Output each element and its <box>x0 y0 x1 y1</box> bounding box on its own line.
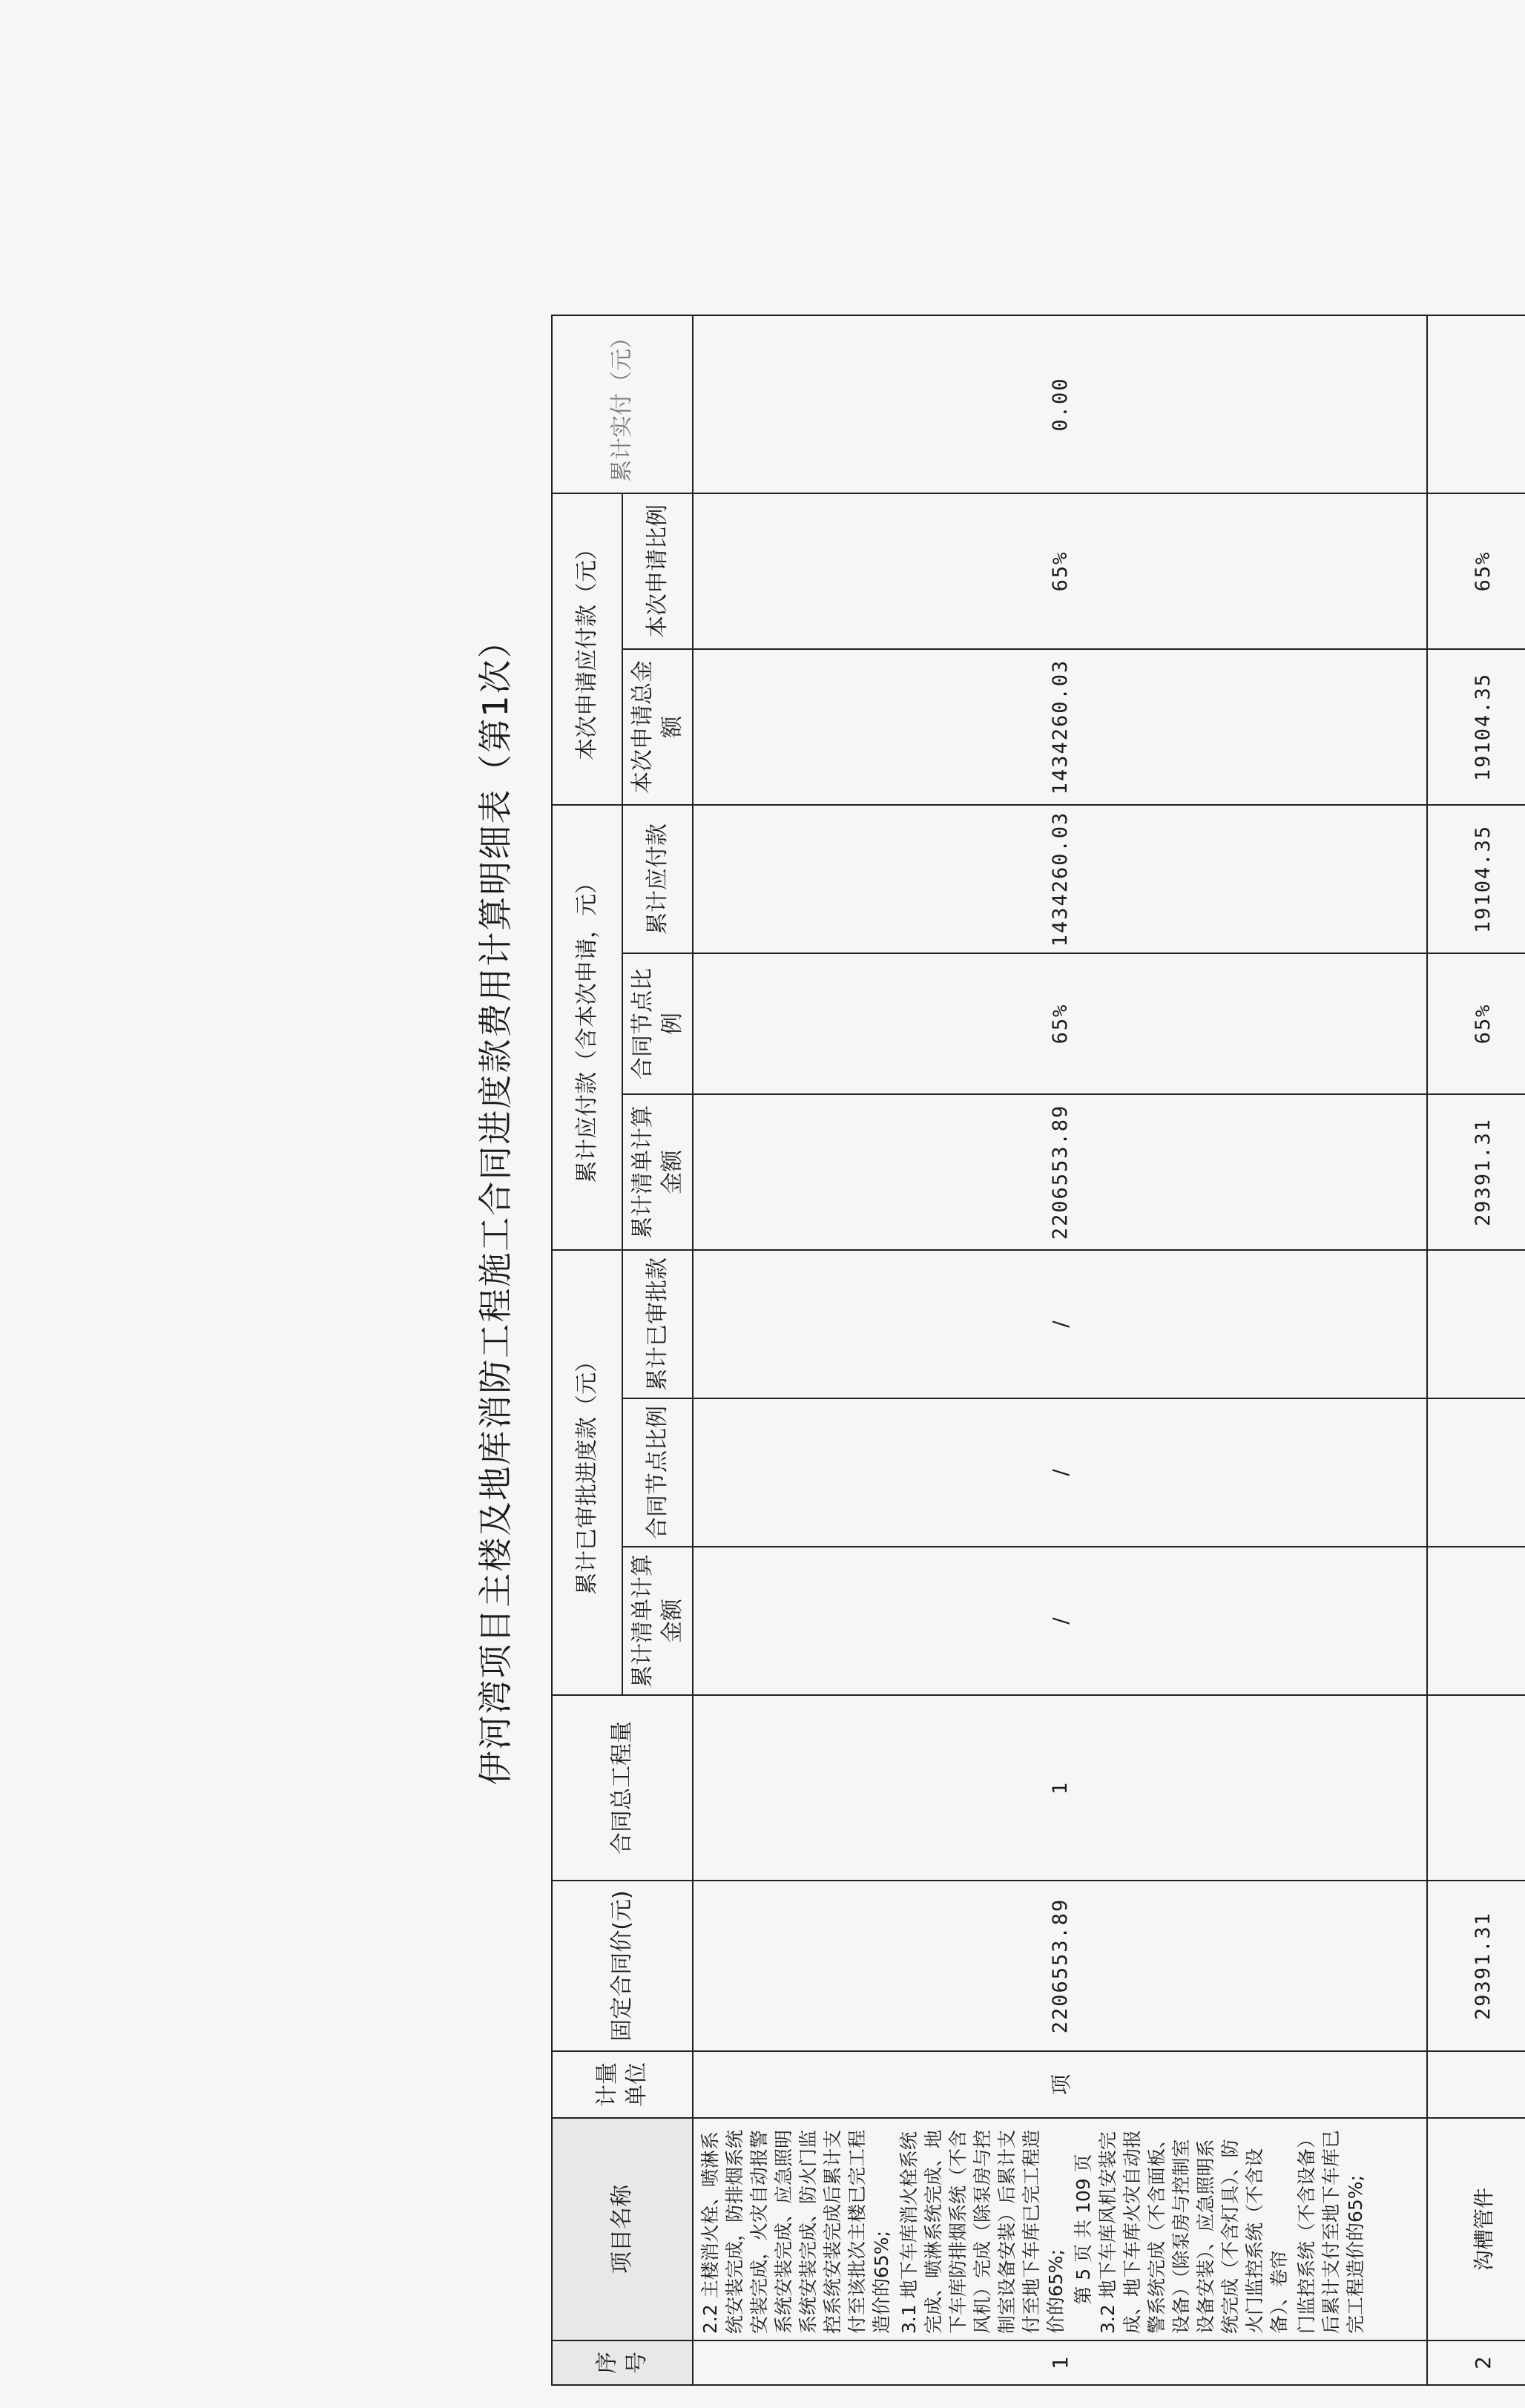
header-name: 项目名称 <box>552 2118 693 2340</box>
header-payable-amount: 累计清单计算金额 <box>622 1094 693 1250</box>
desc-line: 3.1 地下车库消火栓系统完成、喷淋系统完成、地下车库防排烟系统（不含风机）完成（除泵房与控制室设备安装）后累计支付至地下车库已完工程造价的65%; <box>898 2129 1067 2334</box>
cell-payable-total: 1434260.03 <box>693 805 1427 953</box>
cell-actual <box>1427 315 1525 493</box>
cell-contract-qty: 1 <box>693 1695 1427 1881</box>
table-row <box>1427 315 1525 2385</box>
cell-current-ratio: 65% <box>693 493 1427 649</box>
header-current-group: 本次申请应付款（元） <box>552 493 622 805</box>
header-actual-label: 累计实付（元） <box>609 326 635 482</box>
header-actual <box>552 315 693 493</box>
cell-seq: 2 <box>1427 2340 1525 2385</box>
cell-payable-ratio: 65% <box>693 953 1427 1094</box>
header-approved-ratio: 合同节点比例 <box>622 1398 693 1547</box>
cell-actual: 0.00 <box>693 315 1427 493</box>
cell-name: 沟槽管件 <box>1427 2118 1525 2340</box>
table-row <box>693 315 1427 2385</box>
cell-seq: 1 <box>693 2340 1427 2385</box>
desc-line: 门监控系统（不含设备）后累计支付至地下车库已完工程造价的65%; <box>1296 2129 1366 2334</box>
document-title: 伊河湾项目主楼及地库消防工程施工合同进度款费用计算明细表（第1次） <box>475 622 516 1786</box>
cell-approved-amount: / <box>693 1547 1427 1695</box>
header-approved-group: 累计已审批进度款（元） <box>552 1250 622 1695</box>
header-payable-group: 累计应付款（含本次申请，元） <box>552 805 622 1250</box>
cell-payable-amount: 29391.31 <box>1427 1094 1525 1250</box>
header-current-ratio: 本次申请比例 <box>622 493 693 649</box>
header-payable-ratio: 合同节点比例 <box>622 953 693 1094</box>
cell-payable-total: 19104.35 <box>1427 805 1525 953</box>
header-approved-paid: 累计已审批款 <box>622 1250 693 1398</box>
header-seq: 序号 <box>552 2340 693 2385</box>
cell-approved-amount <box>1427 1547 1525 1695</box>
cell-name <box>693 2118 1427 2340</box>
cell-fixed-price: 29391.31 <box>1427 1881 1525 2051</box>
payment-table <box>551 315 1525 2386</box>
header-unit: 计量单位 <box>552 2051 693 2118</box>
cell-unit <box>1427 2051 1525 2118</box>
desc-line: 第 5 页 共 109 页 <box>1073 2154 1094 2305</box>
cell-unit: 项 <box>693 2051 1427 2118</box>
cell-approved-paid <box>1427 1250 1525 1398</box>
cell-fixed-price: 2206553.89 <box>693 1881 1427 2051</box>
header-contract-qty: 合同总工程量 <box>552 1695 693 1881</box>
cell-current-amount: 1434260.03 <box>693 649 1427 805</box>
cell-approved-ratio <box>1427 1398 1525 1547</box>
cell-contract-qty <box>1427 1695 1525 1881</box>
header-approved-amount: 累计清单计算金额 <box>622 1547 693 1695</box>
desc-line: 3.2 地下车库风机安装完成、地下车库火灾自动报警系统完成（不含面板、设备）（除泵房与控制室设备安装）、应急照明系统完成（不含灯具）、防火门监控系统（不含设备）、卷帘 <box>1097 2129 1290 2334</box>
cell-current-amount: 19104.35 <box>1427 649 1525 805</box>
header-fixed-price: 固定合同价(元) <box>552 1881 693 2051</box>
cell-current-ratio: 65% <box>1427 493 1525 649</box>
header-payable-total: 累计应付款 <box>622 805 693 953</box>
rotated-sheet <box>455 22 1525 2386</box>
cell-approved-paid: / <box>693 1250 1427 1398</box>
desc-line: 2.2 主楼消火栓、喷淋系统安装完成，防排烟系统安装完成，火灾自动报警系统安装完成、应急照明系统安装完成、防火门监控系统安装完成后累计支付至该批次主楼已完工程造价的65%; <box>699 2129 892 2334</box>
header-current-amount: 本次申请总金额 <box>622 649 693 805</box>
cell-payable-ratio: 65% <box>1427 953 1525 1094</box>
cell-payable-amount: 2206553.89 <box>693 1094 1427 1250</box>
cell-approved-ratio: / <box>693 1398 1427 1547</box>
